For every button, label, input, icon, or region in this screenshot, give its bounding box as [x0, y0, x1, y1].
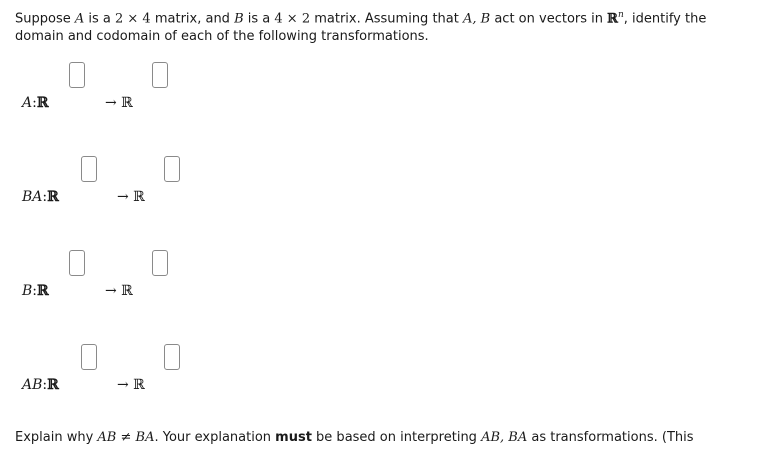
matrix-list: A, B: [462, 11, 491, 27]
transformation-name: BA: [22, 189, 43, 205]
codomain-exponent-input[interactable]: [164, 156, 180, 182]
explain-text: Explain why: [15, 430, 98, 445]
emphasis-must: must: [275, 430, 312, 445]
intro-text: , identify the domain and codomain of each of the following transformations.: [15, 11, 707, 45]
inequality-expression: AB ≠ BA: [97, 430, 155, 445]
codomain-arrow: → ℝ: [105, 95, 133, 111]
domain-exponent-input[interactable]: [81, 156, 97, 182]
codomain-arrow: → ℝ: [117, 377, 145, 393]
matrix-a-dimensions: 2 × 4: [115, 11, 151, 27]
transformation-name: AB: [22, 377, 43, 393]
domain-real-symbol: ℝ: [47, 377, 59, 393]
problem-statement: [15, 6, 735, 46]
explain-text: . Your explanation: [154, 430, 276, 445]
codomain-arrow: → ℝ: [105, 283, 133, 299]
intro-text: matrix. Assuming that: [310, 11, 463, 27]
matrix-b-dimensions: 4 × 2: [274, 11, 311, 27]
transformation-label: [22, 377, 59, 393]
matrix-a-symbol: A: [74, 11, 85, 27]
domain-exponent-input[interactable]: [69, 62, 85, 88]
intro-text: Suppose: [15, 11, 75, 27]
domain-real-symbol: ℝ: [37, 283, 49, 299]
explain-text: as transformations. (This: [527, 430, 694, 445]
codomain-exponent-input[interactable]: [164, 344, 180, 370]
product-pair: AB, BA: [481, 430, 528, 445]
codomain-exponent-input[interactable]: [152, 250, 168, 276]
intro-text: is a: [84, 11, 115, 27]
explain-text: be based on interpreting: [311, 430, 482, 445]
transformation-label: [22, 189, 59, 205]
real-space-symbol: ℝ: [607, 11, 618, 27]
transformation-row-ba: [0, 156, 766, 226]
transformation-name: A: [22, 95, 33, 111]
codomain-arrow: → ℝ: [117, 189, 145, 205]
transformation-row-b: [0, 250, 766, 320]
intro-text: matrix, and: [150, 11, 235, 27]
matrix-b-symbol: B: [234, 11, 244, 27]
colon: :: [42, 189, 48, 205]
transformation-label: [22, 95, 48, 111]
transformation-label: [22, 283, 49, 299]
domain-exponent-input[interactable]: [81, 344, 97, 370]
domain-real-symbol: ℝ: [47, 189, 59, 205]
domain-real-symbol: ℝ: [36, 95, 49, 111]
colon: :: [32, 283, 38, 299]
intro-text: act on vectors in: [490, 11, 608, 27]
colon: :: [32, 95, 37, 111]
intro-text: is a: [243, 11, 275, 27]
transformation-row-a: [0, 62, 766, 132]
codomain-exponent-input[interactable]: [152, 62, 168, 88]
transformation-row-ab: [0, 344, 766, 414]
colon: :: [42, 377, 48, 393]
transformation-name: B: [22, 283, 33, 299]
explanation-prompt: [15, 430, 694, 445]
domain-exponent-input[interactable]: [69, 250, 85, 276]
real-space-exponent: n: [617, 10, 624, 20]
